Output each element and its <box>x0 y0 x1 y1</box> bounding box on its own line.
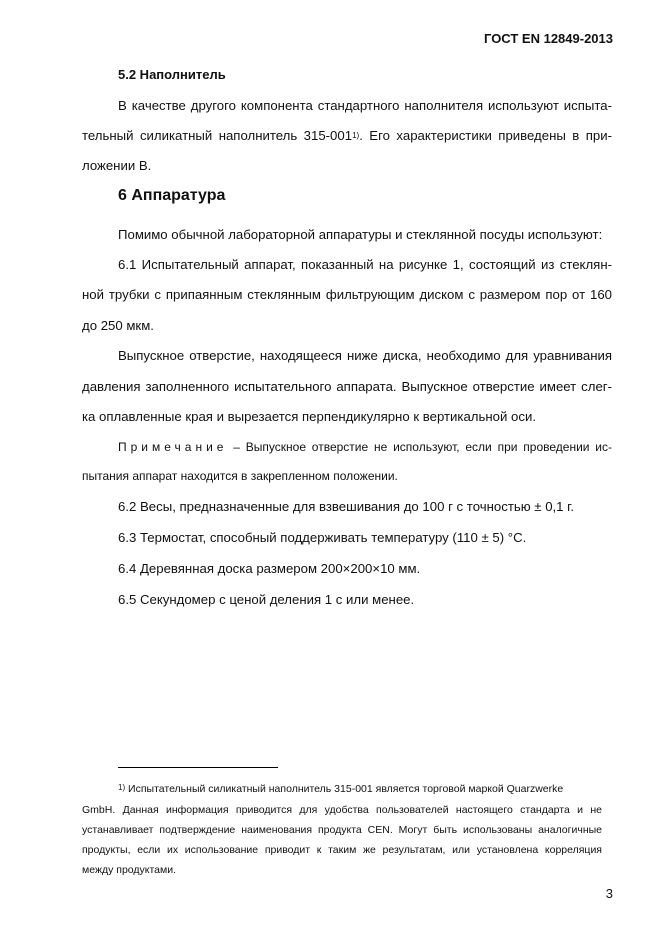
paragraph-line: 6.1 Испытательный аппарат, показанный на рисунке 1, состоящий из стеклян- <box>118 257 612 272</box>
footnote-line: между продуктами. <box>82 864 177 876</box>
footnote-line: устанавливает подтверждение наименования продукта CEN. Могут быть использованы аналогичные <box>82 824 602 836</box>
paragraph-line: до 250 мкм. <box>82 318 154 333</box>
note-label: Примечание <box>118 440 228 454</box>
note-line: Примечание – Выпускное отверстие не используют, если при проведении ис- <box>118 440 612 454</box>
paragraph-line: ной трубки с припаянным стеклянным фильтрующим диском с размером пор от 160 <box>82 287 612 302</box>
footnote-ref: 1) <box>352 131 360 140</box>
note-line: пытания аппарат находится в закрепленном положении. <box>82 469 398 483</box>
paragraph-line: ложении В. <box>82 158 152 173</box>
paragraph-line: тельный силикатный наполнитель 315-001$^{1)}$. Его характеристики приведены в при- <box>82 128 612 143</box>
footnote-separator <box>118 767 278 768</box>
footnote-line: продукты, если их использование приводит к таким же результатам, или установлена корреляция <box>82 844 602 856</box>
section-6-heading: 6 Аппаратура <box>118 187 226 204</box>
document-header: ГОСТ EN 12849-2013 <box>484 31 613 46</box>
paragraph-line: Помимо обычной лабораторной аппаратуры и стеклянной посуды используют: <box>118 227 603 242</box>
paragraph-line: 6.5 Секундомер с ценой деления 1 с или менее. <box>118 592 415 607</box>
paragraph-line: В качестве другого компонента стандартного наполнителя используют испыта- <box>118 98 612 113</box>
section-5-2-heading: 5.2 Наполнитель <box>118 67 226 82</box>
paragraph-line: давления заполненного испытательного аппарата. Выпускное отверстие имеет слег- <box>82 379 612 394</box>
page-number: 3 <box>605 886 613 901</box>
footnote-line: GmbH. Данная информация приводится для удобства пользователей настоящего стандарта и не <box>82 804 602 816</box>
paragraph-line: Выпускное отверстие, находящееся ниже диска, необходимо для уравнивания <box>118 348 612 363</box>
paragraph-line: ка оплавленные края и вырезается перпендикулярно к вертикальной оси. <box>82 409 536 424</box>
paragraph-line: 6.3 Термостат, способный поддерживать температуру (110 ± 5) °С. <box>118 530 527 545</box>
paragraph-line: 6.2 Весы, предназначенные для взвешивания до 100 г с точностью ± 0,1 г. <box>118 499 575 514</box>
paragraph-line: 6.4 Деревянная доска размером 200×200×10 мм. <box>118 561 421 576</box>
footnote-line: $^{1)}$ Испытательный силикатный наполнитель 315-001 является торговой маркой Quarzwerke <box>118 783 564 795</box>
footnote-marker: 1) <box>118 783 126 792</box>
